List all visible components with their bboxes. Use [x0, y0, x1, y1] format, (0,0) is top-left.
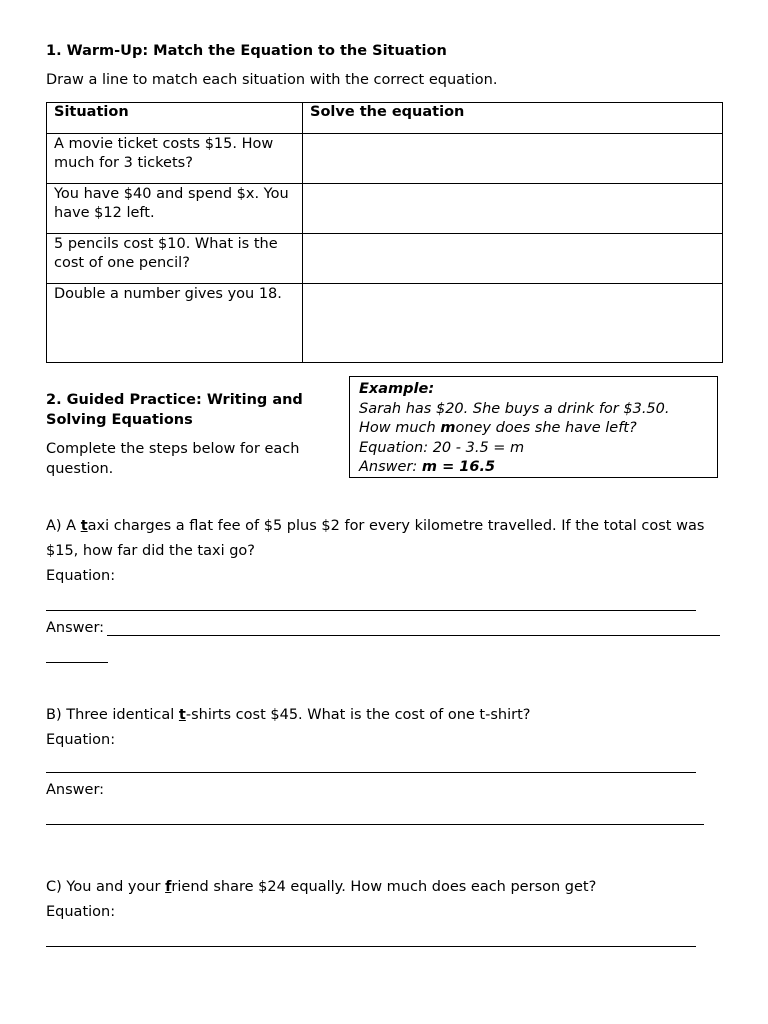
- question-a-equation-label: Equation:: [46, 568, 116, 584]
- situation-cell: You have $40 and spend $x. You have $12 left.: [47, 184, 303, 234]
- question-c-equation-line[interactable]: [46, 946, 696, 947]
- example-line1: Sarah has $20. She buys a drink for $3.50.: [359, 400, 670, 417]
- example-equation: Equation: 20 - 3.5 = m: [359, 439, 525, 456]
- example-answer: Answer: m = 16.5: [359, 459, 496, 475]
- question-b-equation-label: Equation:: [46, 732, 116, 748]
- example-heading: Example:: [359, 381, 435, 397]
- question-a-equation-line[interactable]: [46, 610, 696, 611]
- header-situation: Situation: [47, 103, 303, 134]
- question-b-answer-label: Answer:: [46, 782, 105, 798]
- question-a-answer-line-continued[interactable]: [46, 662, 108, 663]
- table-row: [47, 184, 723, 234]
- question-a-text: A) A taxi charges a flat fee of $5 plus $2 for every kilometre travelled. If the total cost was $15, how far did the taxi go?: [46, 518, 705, 559]
- section1-title: 1. Warm-Up: Match the Equation to the Situation: [46, 43, 447, 59]
- example-box: [349, 376, 718, 478]
- matching-table: [46, 102, 723, 363]
- question-a-answer-label: Answer:: [46, 620, 105, 636]
- question-c-equation-label: Equation:: [46, 904, 116, 920]
- situation-cell: 5 pencils cost $10. What is the cost of one pencil?: [47, 234, 303, 284]
- equation-cell[interactable]: [303, 284, 723, 363]
- example-line2: How much money does she have left?: [359, 420, 637, 436]
- header-solve: Solve the equation: [303, 103, 723, 134]
- table-row: [47, 134, 723, 184]
- equation-cell[interactable]: [303, 184, 723, 234]
- question-b-equation-line[interactable]: [46, 772, 696, 773]
- equation-cell[interactable]: [303, 234, 723, 284]
- question-c-text: C) You and your friend share $24 equally. How much does each person get?: [46, 879, 597, 895]
- section1-instruction: Draw a line to match each situation with the correct equation.: [46, 72, 498, 88]
- question-b-answer-line[interactable]: [46, 824, 704, 825]
- question-a-answer-line[interactable]: [107, 635, 720, 636]
- table-row: [47, 284, 723, 363]
- question-b-text: B) Three identical t-shirts cost $45. What is the cost of one t-shirt?: [46, 707, 531, 723]
- section2-instruction: Complete the steps below for each question.: [46, 441, 300, 477]
- section2-title: 2. Guided Practice: Writing and Solving Equations: [46, 392, 303, 428]
- table-row: [47, 234, 723, 284]
- situation-cell: A movie ticket costs $15. How much for 3 tickets?: [47, 134, 303, 184]
- situation-cell: Double a number gives you 18.: [47, 284, 303, 363]
- equation-cell[interactable]: [303, 134, 723, 184]
